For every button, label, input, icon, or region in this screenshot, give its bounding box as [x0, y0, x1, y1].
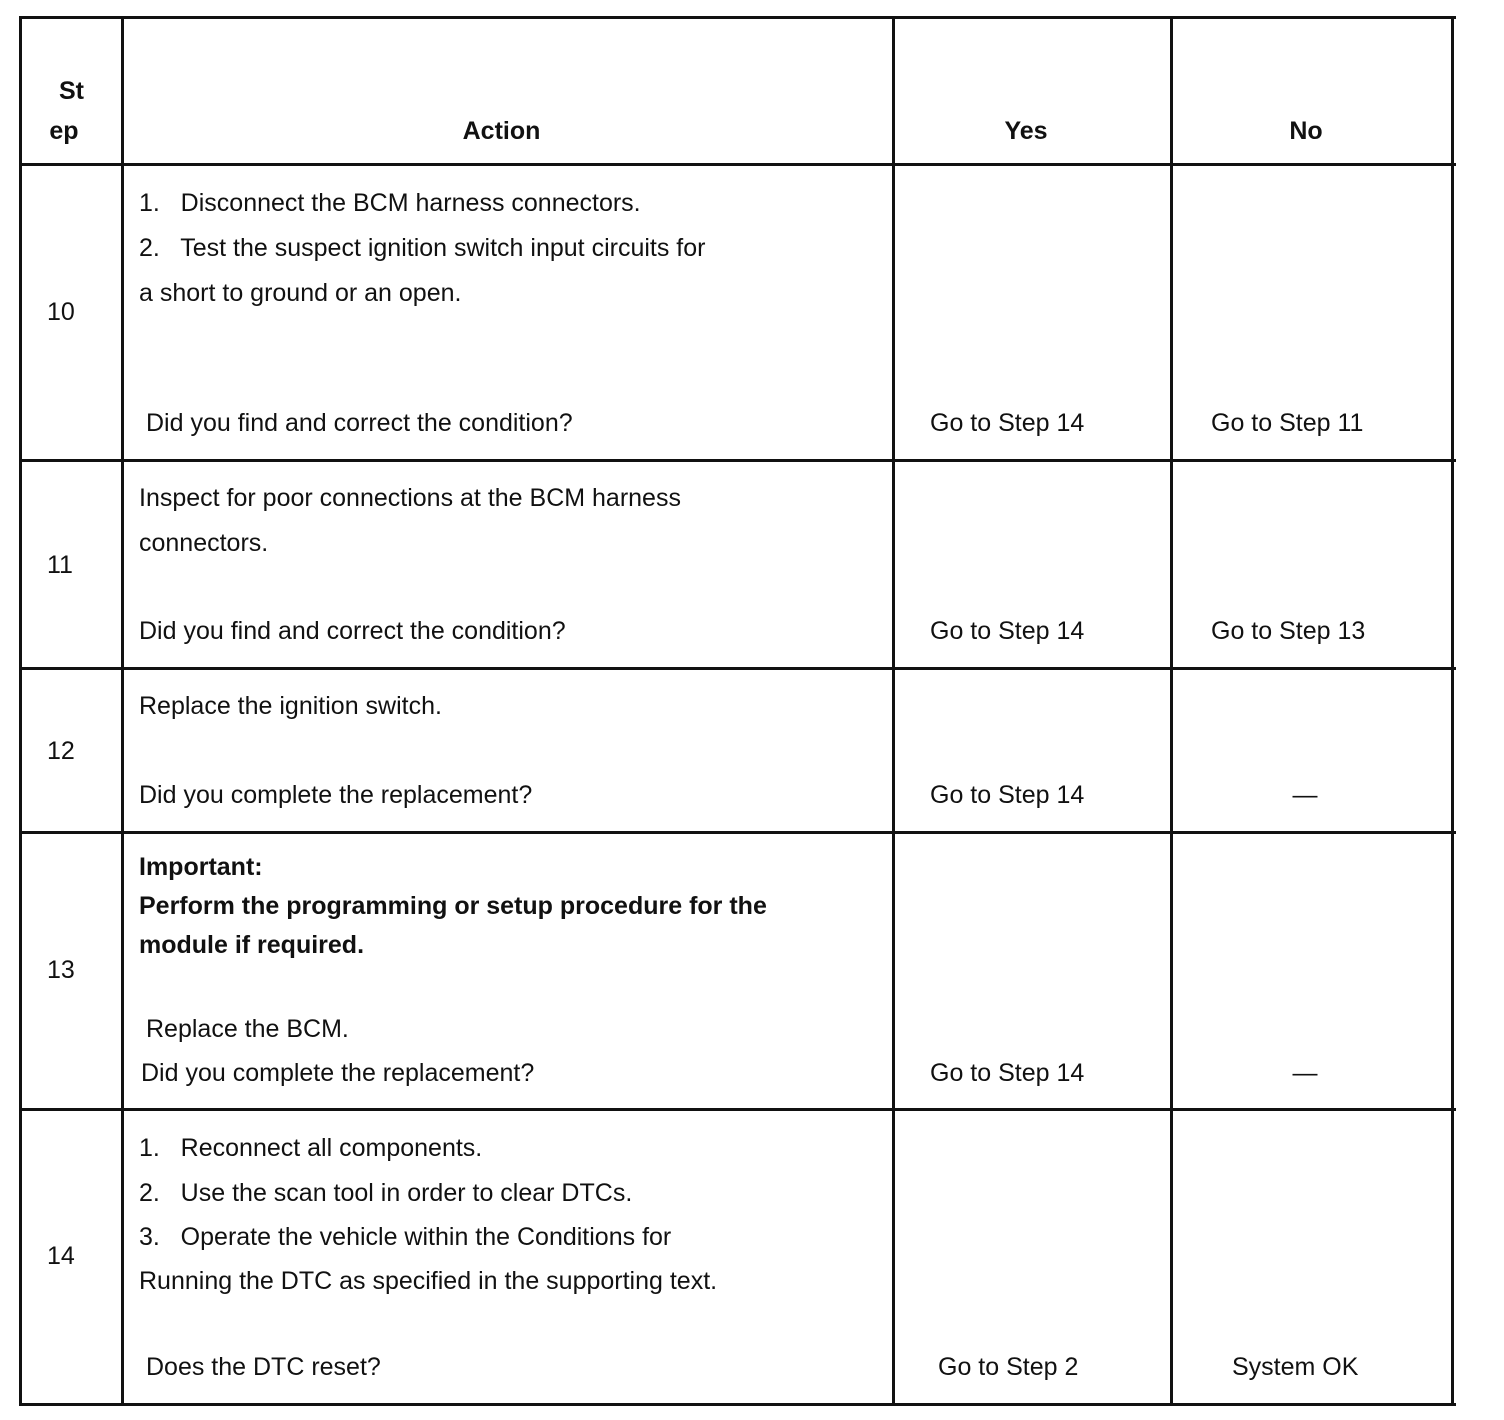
header-step-line2: ep: [49, 117, 79, 145]
no-dash: —: [1292, 1059, 1318, 1087]
yes-link[interactable]: Go to Step 2: [938, 1353, 1079, 1381]
row-divider: [19, 667, 1456, 670]
action-line: 2. Use the scan tool in order to clear DTCs.: [139, 1179, 633, 1207]
action-question: Did you find and correct the condition?: [146, 409, 573, 437]
header-action: Action: [462, 117, 541, 145]
action-line: Inspect for poor connections at the BCM harness: [139, 484, 681, 512]
header-yes: Yes: [1004, 117, 1048, 145]
action-line: 2. Test the suspect ignition switch input circuits for: [139, 234, 706, 262]
step-number: 11: [47, 551, 73, 579]
no-dash: —: [1292, 781, 1318, 809]
yes-link[interactable]: Go to Step 14: [930, 781, 1085, 809]
no-link[interactable]: Go to Step 13: [1211, 617, 1366, 645]
action-line: Replace the BCM.: [146, 1015, 349, 1043]
table-border-bottom: [19, 1403, 1456, 1406]
action-line: 1. Disconnect the BCM harness connectors.: [139, 189, 641, 217]
step-number: 14: [47, 1242, 75, 1270]
important-heading: Important:: [139, 853, 263, 881]
column-divider: [892, 16, 895, 1406]
action-line: Replace the ignition switch.: [139, 692, 442, 720]
yes-link[interactable]: Go to Step 14: [930, 409, 1085, 437]
header-divider: [19, 163, 1456, 166]
column-divider: [121, 16, 124, 1406]
table-border-top: [19, 16, 1456, 19]
important-note: Perform the programming or setup procedure for the: [139, 892, 767, 920]
table-border-left: [19, 16, 22, 1406]
header-step-line1: St: [59, 77, 84, 105]
action-line: a short to ground or an open.: [139, 279, 462, 307]
no-result: System OK: [1232, 1353, 1359, 1381]
action-line: 3. Operate the vehicle within the Conditions for: [139, 1223, 672, 1251]
action-question: Did you complete the replacement?: [141, 1059, 535, 1087]
important-note: module if required.: [139, 931, 365, 959]
column-divider: [1170, 16, 1173, 1406]
row-divider: [19, 1108, 1456, 1111]
action-line: 1. Reconnect all components.: [139, 1134, 483, 1162]
action-question: Did you complete the replacement?: [139, 781, 533, 809]
action-line: connectors.: [139, 529, 269, 557]
table-border-right: [1451, 16, 1454, 1406]
row-divider: [19, 459, 1456, 462]
action-question: Does the DTC reset?: [146, 1353, 381, 1381]
row-divider: [19, 831, 1456, 834]
step-number: 10: [47, 298, 75, 326]
action-question: Did you find and correct the condition?: [139, 617, 566, 645]
header-no: No: [1289, 117, 1323, 145]
yes-link[interactable]: Go to Step 14: [930, 1059, 1085, 1087]
step-number: 12: [47, 737, 75, 765]
step-number: 13: [47, 956, 75, 984]
yes-link[interactable]: Go to Step 14: [930, 617, 1085, 645]
no-link[interactable]: Go to Step 11: [1211, 409, 1364, 437]
action-line: Running the DTC as specified in the supporting text.: [139, 1267, 718, 1295]
